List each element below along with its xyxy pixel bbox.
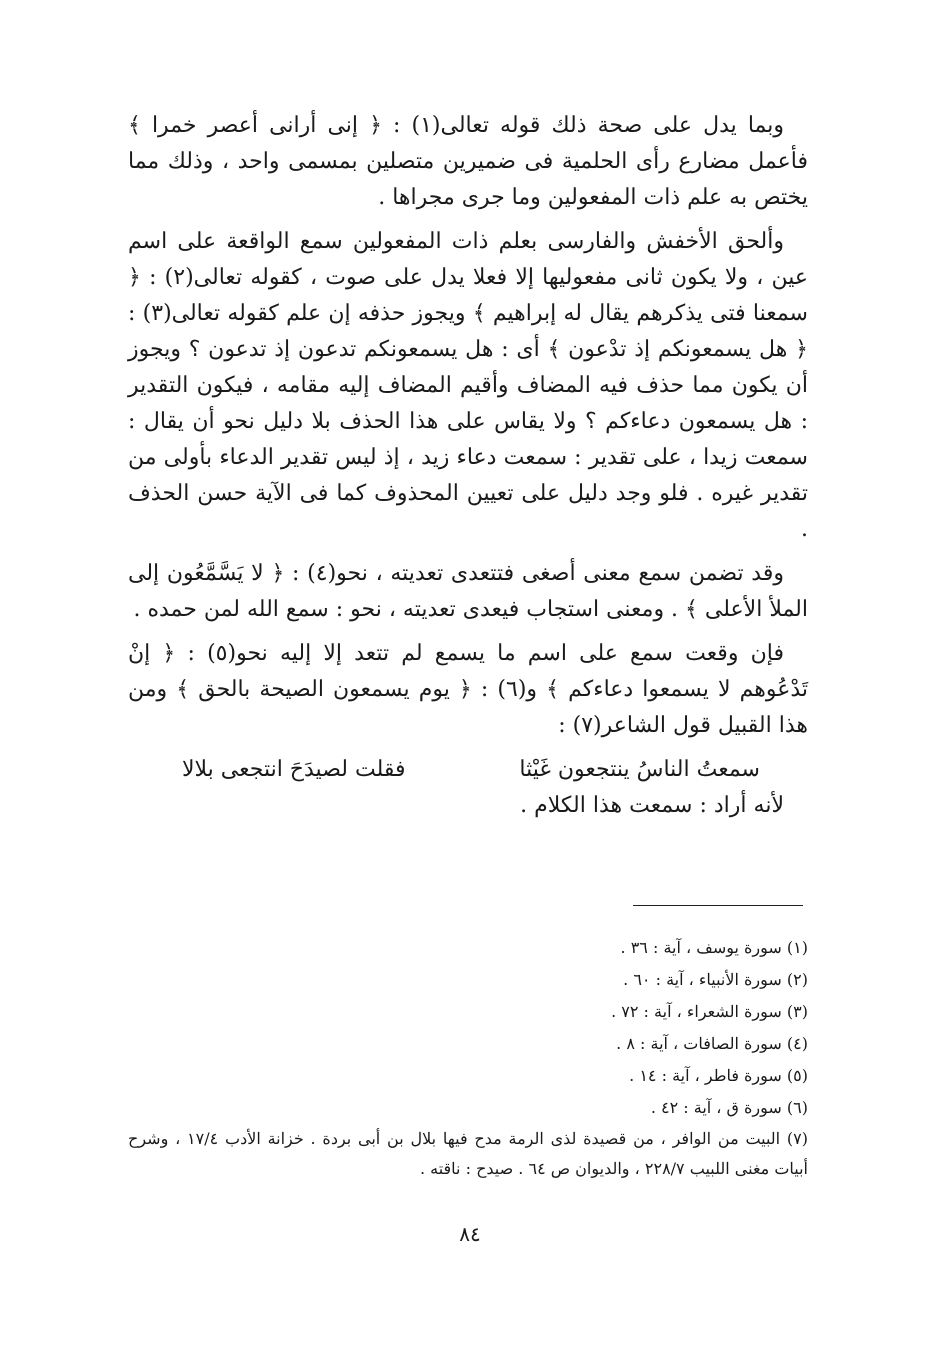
paragraph-3: وقد تضمن سمع معنى أصغى فتتعدى تعديته ، نحو(٤) : ﴿ لا يَسَّمَّعُون إلى الملأ الأعلى ﴾ . ومعنى استجاب فيعدى تعديته ، نحو : سمع الله لمن حمده . [128,561,808,622]
footnote-2: (٢) سورة الأنبياء ، آية : ٦٠ . [623,970,808,989]
paragraph-2: وألحق الأخفش والفارسى بعلم ذات المفعولين سمع الواقعة على اسم عين ، ولا يكون ثانى مفعوليها إلا فعلا يدل على صوت ، كقوله تعالى(٢) : ﴿ سمعنا فتى يذكرهم يقال له إبراهيم ﴾ ويجوز حذفه إن علم كقوله تعالى(٣) : ﴿ هل يسمعونكم إذ تدْعون ﴾ أى : هل يسمعونكم تدعون إذ تدعون ؟ ويجوز أن يكون مما حذف فيه المضاف وأقيم المضاف إليه مقامه ، فيكون التقدير : هل يسمعون دعاءكم ؟ ولا يقاس على هذا الحذف بلا دليل نحو أن يقال : سمعت زيدا ، على تقدير : سمعت دعاء زيد ، إذ ليس تقدير الدعاء بأولى من تقدير غيره . فلو وجد دليل على تعيين المحذوف كما فى الآية حسن الحذف . [128,229,809,542]
verse-first-hemistich: سمعتُ الناسُ ينتجعون غَيْثا [519,757,760,782]
paragraph-1: وبما يدل على صحة ذلك قوله تعالى(١) : ﴿ إنى أرانى أعصر خمرا ﴾ فأعمل مضارع رأى الحلمية فى ضميرين متصلين بمسمى واحد ، وذلك مما يختص به علم ذات المفعولين وما جرى مجراها . [128,113,808,210]
footnote-divider [633,905,803,906]
footnote-6: (٦) سورة ق ، آية : ٤٢ . [650,1098,808,1117]
footnote-5: (٥) سورة فاطر ، آية : ١٤ . [629,1066,808,1085]
poetry-verse [128,752,808,788]
footnote-7: (٧) البيت من الوافر ، من قصيدة لذى الرمة مدح فيها بلال بن أبى بردة . خزانة الأدب ١٧/٤ ، وشرح أبيات مغنى اللبيب ٢٢٨/٧ ، والديوان ص ٦٤ . صيدح : ناقته . [128,1129,809,1178]
page-number: ٨٤ [459,1222,481,1246]
closing-line: لأنه أراد : سمعت هذا الكلام . [520,793,784,818]
footnote-3: (٣) سورة الشعراء ، آية : ٧٢ . [611,1002,808,1021]
verse-second-hemistich: فقلت لصيدَحَ انتجعى بلالا [182,757,406,782]
footnote-4: (٤) سورة الصافات ، آية : ٨ . [616,1034,808,1053]
paragraph-4: فإن وقعت سمع على اسم ما يسمع لم تتعد إلا إليه نحو(٥) : ﴿ إنْ تَدْعُوهم لا يسمعوا دعاءكم ﴾ و(٦) : ﴿ يوم يسمعون الصيحة بالحق ﴾ ومن هذا القبيل قول الشاعر(٧) : [128,641,808,738]
main-text-body [128,108,808,824]
footnotes [128,932,808,1184]
footnote-1: (١) سورة يوسف ، آية : ٣٦ . [620,938,808,957]
